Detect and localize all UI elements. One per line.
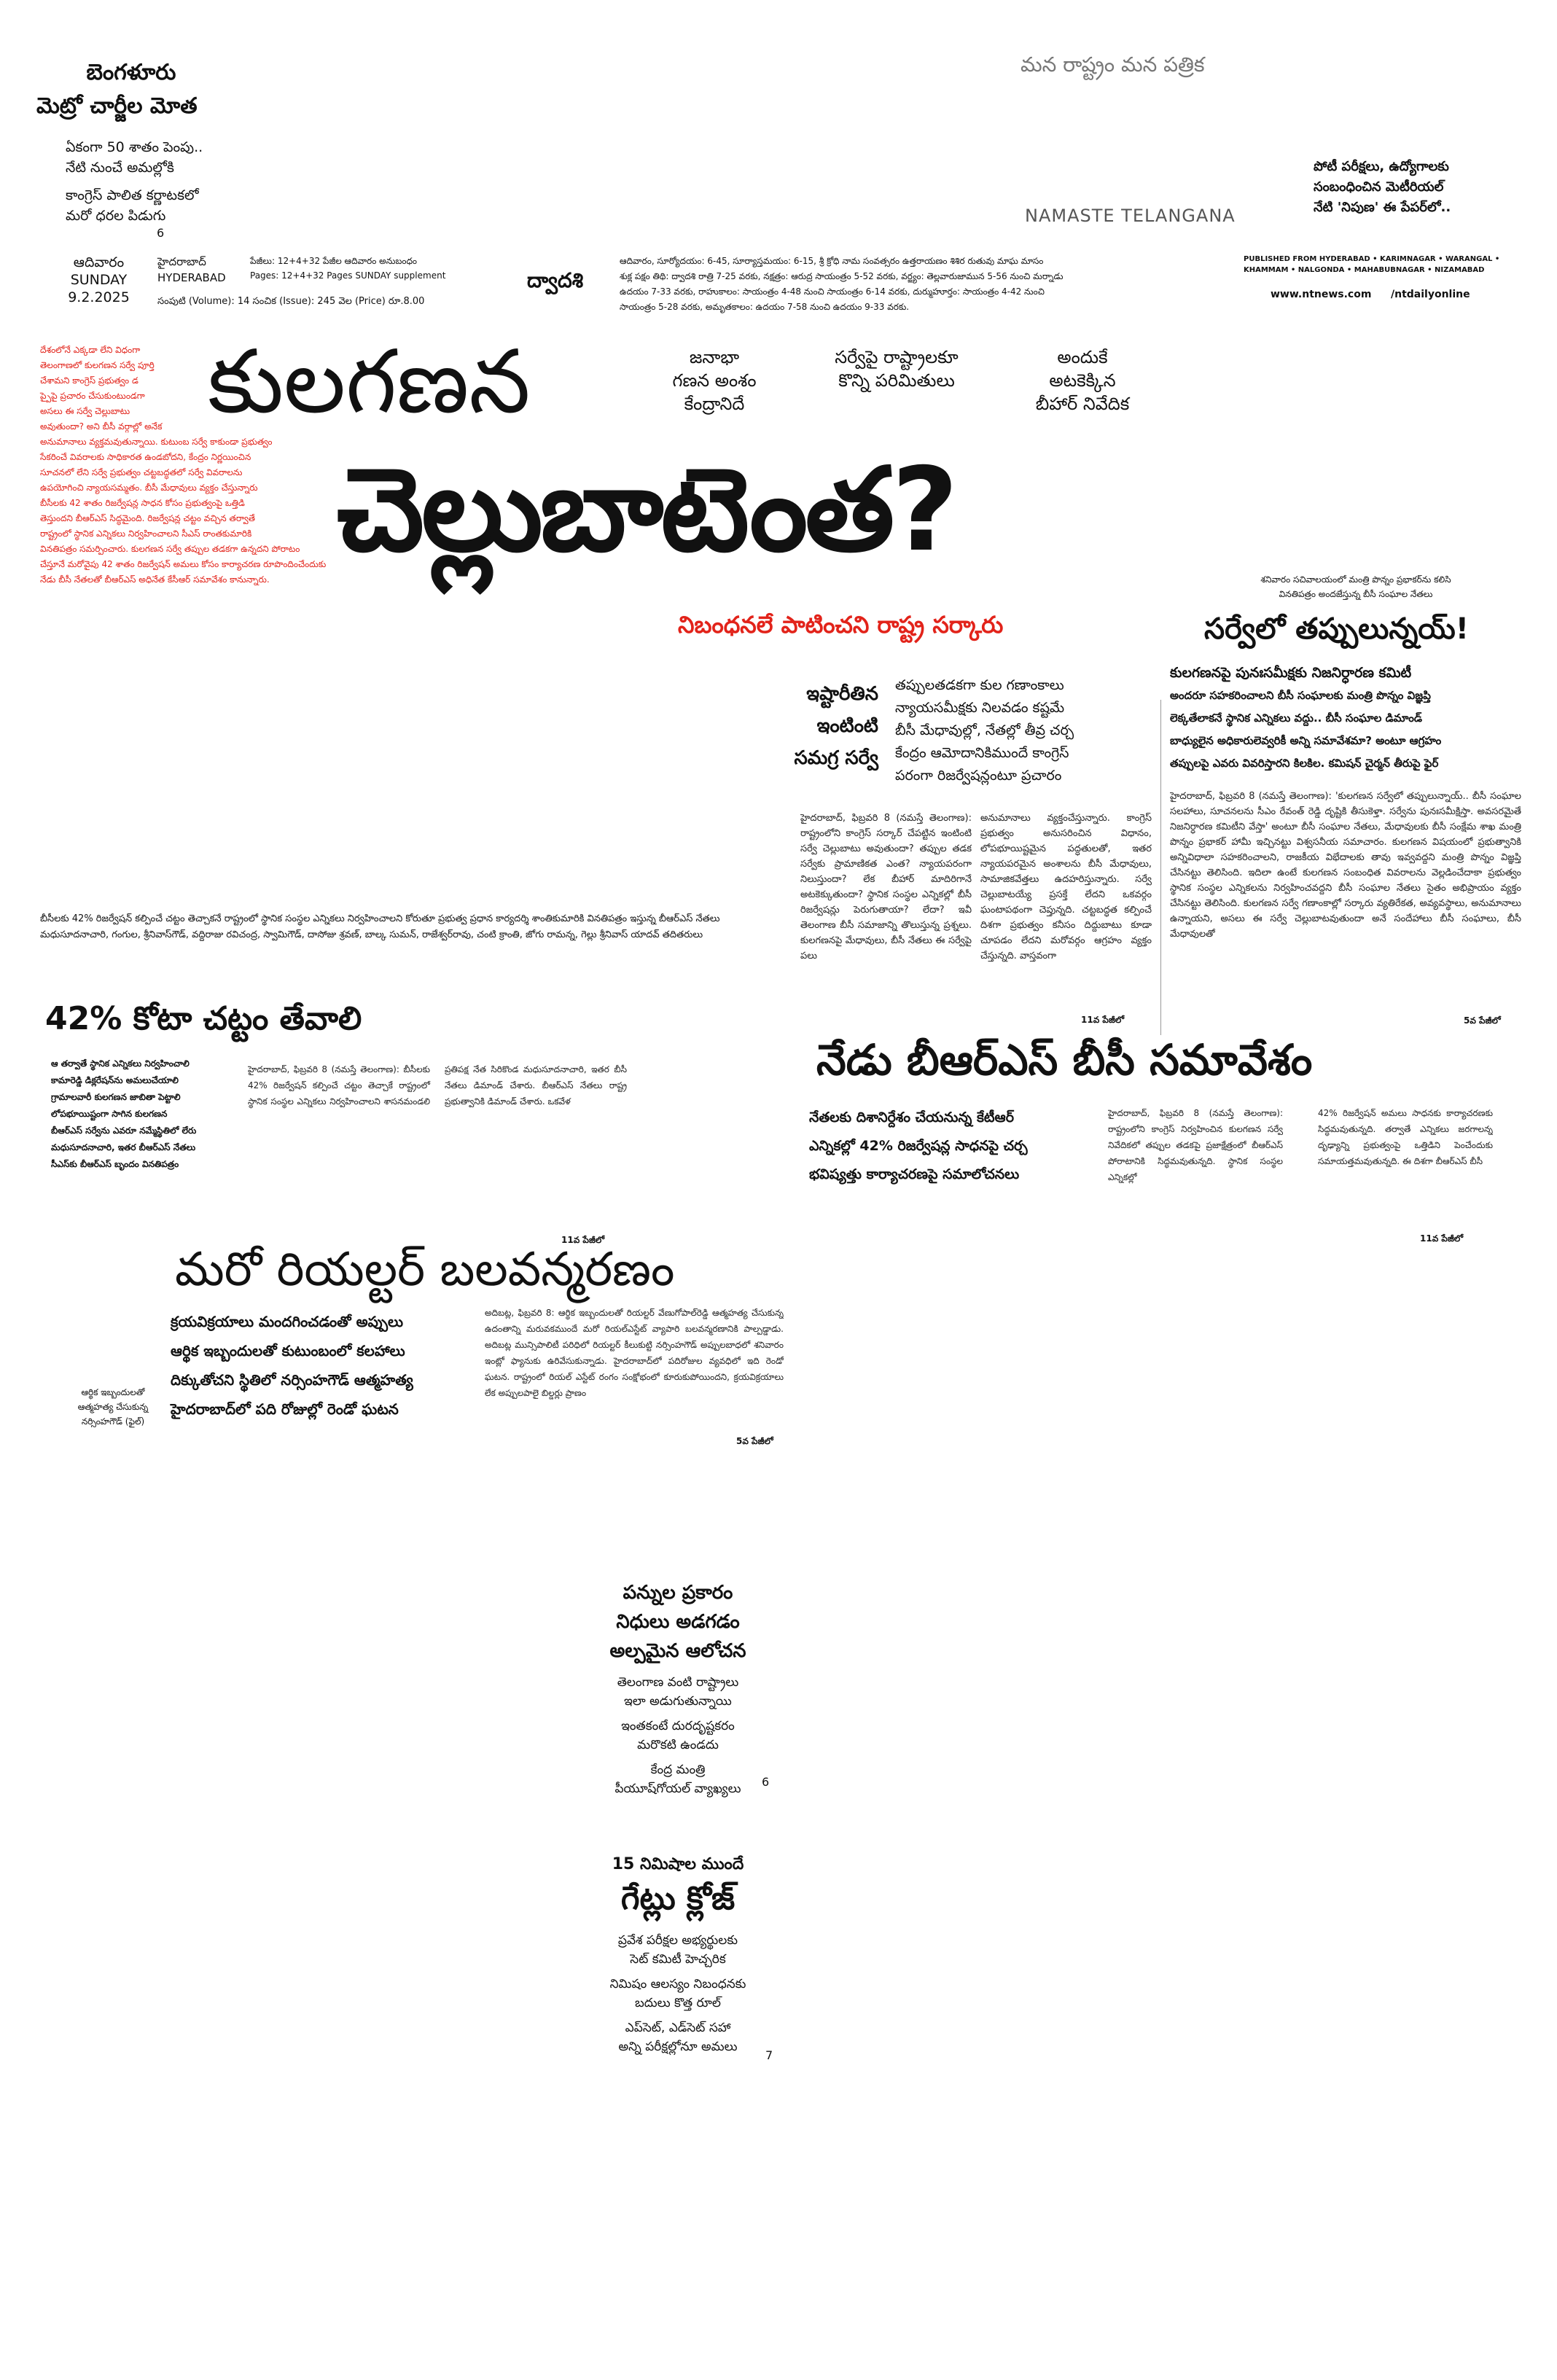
lead-point: అటకెక్కిన <box>1049 370 1116 391</box>
lead-point: అందుకే <box>1057 347 1108 367</box>
survey-point: తప్పులతడకగా కుల గణాంకాలు <box>895 677 1064 693</box>
volume-info: సంపుటి (Volume): 14 సంచిక (Issue): 245 వెల (Price) రూ.8.00 <box>157 296 425 307</box>
intro-line: వినతిపత్రం సమర్పించారు. కులగణన సర్వే తప్పుల తడకగా ఉన్నదని పోరాటం <box>40 544 300 554</box>
intro-line: దేశంలోనే ఎక్కడా లేని విధంగా <box>40 345 141 355</box>
intro-line: సేకరించే వివరాలకు సాధికారత ఉండబోదని, కేంద్రం నిర్ణయించిన <box>40 452 251 462</box>
gates-line: అన్ని పరీక్షల్లోనూ అమలు <box>618 2040 738 2054</box>
brs-body-col2: 42% రిజర్వేషన్‌ అమలు సాధనకు కార్యాచరణకు సిద్ధమవుతున్నది. తర్వాతే ఎన్నికలు జరగాలన్న దృఢ్యాన్ని ప్రభుత్వంపై ఒత్తిడిని పెంచేందుకు సమాయత్తమవుతున్నది. ఈ దిశగా బీఆర్‌ఎస్‌ బీసీ <box>1318 1108 1493 1166</box>
brs-sub: ఎన్నికల్లో 42% రిజర్వేషన్ల సాధనపై చర్చ <box>809 1138 1028 1154</box>
realtor-caption: ఆర్థిక ఇబ్బందులతో <box>81 1387 145 1397</box>
intro-line: సూచనలో లేని సర్వే ప్రభుత్వం చట్టబద్ధతలో సర్వే వివరాలను <box>40 467 243 477</box>
promo-line: పోటీ పరీక్షలు, ఉద్యోగాలకు <box>1314 159 1449 174</box>
quota-body: హైదరాబాద్‌, ఫిబ్రవరి 8 (నమస్తే తెలంగాణ): బీసీలకు 42% రిజర్వేషన్‌ కల్పించే చట్టం తెచ్చాకే రాష్ట్రంలో స్థానిక సంస్థల ఎన్నికలు నిర్వహించాలని శాసనమండలి ప్రతిపక్ష నేత సిరికొండ మధుసూదనాచారి, ఇతర బీసీ నేతలు డిమాండ్‌ చేశారు. బీఆర్‌ఎస్‌ నేతలు రాష్ట్ర ప్రభుత్వానికి డిమాండ్‌ చేశారు. ఒకవేళ <box>248 1064 627 1107</box>
survey-sub: తప్పులపై ఎవరు వివరిస్తారని కిలకిల. కమిషన్‌ చైర్మన్‌ తీరుపై ఫైర్‌ <box>1170 757 1439 770</box>
intro-line: రాష్ట్రంలో స్థానిక ఎన్నికలు నిర్వహించాలని సీఎస్‌ రాంతకుమారికి <box>40 528 252 539</box>
panchang-line: ఉదయం 7-33 వరకు, రాహుకాలం: సాయంత్రం 4-48 నుంచి సాయంత్రం 6-14 వరకు, దుర్ముహూర్తం: సాయంత్రం 4-42 నుంచి <box>620 286 1045 297</box>
promo-line: నేటి 'నిపుణ' ఈ పేపర్‌లో.. <box>1314 200 1451 215</box>
tax-title: పన్నుల ప్రకారం <box>623 1582 733 1604</box>
quota-headline[interactable]: 42% కోటా చట్టం తేవాలి <box>45 1000 362 1037</box>
intro-line: చేస్తూనే మరోవైపు 42 శాతం రిజర్వేషన్‌ అమలు కోసం కార్యాచరణ రూపొందించేందుకు <box>40 559 327 569</box>
intro-line: బీసీలకు 42 శాతం రిజర్వేషన్ల సాధన కోసం ప్రభుత్వంపై ఒత్తిడి <box>40 498 245 508</box>
panchang-line: శుక్ల పక్షం తిథి: ద్వాదశి రాత్రి 7-25 వరకు, నక్షత్రం: ఆరుద్ర సాయంత్రం 5-52 వరకు, వర్జ్యం: తెల్లవారుజామున 5-56 నుంచి మర్నాడు <box>620 271 1064 281</box>
tax-line: పీయూష్‌గోయల్‌ వ్యాఖ్యలు <box>614 1782 741 1796</box>
gates-title: గేట్లు క్లోజ్‌ <box>620 1880 735 1917</box>
realtor-headline[interactable]: మరో రియల్టర్‌ బలవన్మరణం <box>175 1243 675 1297</box>
gates-line: బదులు కొత్త రూల్‌ <box>635 1996 721 2010</box>
quota-sub: సీఎస్‌కు బీఆర్‌ఎస్‌ బృందం వినతిపత్రం <box>51 1159 179 1169</box>
tax-teaser[interactable] <box>583 1578 773 1798</box>
page-ref: 7 <box>765 2048 773 2062</box>
teaser-line: కాంగ్రెస్‌ పాలిత కర్ణాటకలో <box>66 187 199 203</box>
gates-kicker: 15 నిమిషాల ముందే <box>612 1855 744 1873</box>
intro-line: నేడు బీసీ నేతలతో బీఆర్‌ఎస్‌ అధినేత కేసీఆర్‌ సమావేశం కానున్నారు. <box>40 574 270 585</box>
tithi: ద్వాదశి <box>527 268 584 292</box>
survey-point: పరంగా రిజర్వేషన్లంటూ ప్రచారం <box>895 768 1062 784</box>
top-left-teaser[interactable] <box>36 60 226 240</box>
quota-sub: కామారెడ్డి డిక్లరేషన్‌ను అమలుచేయాలి <box>51 1075 179 1085</box>
realtor-body: అదిబట్ల, ఫిబ్రవరి 8: ఆర్థిక ఇబ్బందులతో రియల్టర్‌ వేణుగోపాల్‌రెడ్డి ఆత్మహత్య చేసుకున్న ఉదంతాన్ని మరువకముందే మరో రియల్‌ఎస్టేట్‌ వ్యాపారి బలవన్మరణానికి పాల్పడ్డాడు. అదిబట్ల మున్సిపాలిటీ పరిధిలో రియల్టర్‌ కీలుకుట్టి నర్సింహగౌడ్‌ అప్పులబాధలో శనివారం ఇంట్లో ఫ్యానుకు ఉరివేసుకున్నాడు. హైదరాబాద్‌లో పదిరోజుల వ్యవధిలో ఇది రెండో ఘటన. రాష్ట్రంలో రియల్‌ ఎస్టేట్‌ రంగం సంక్షోభంలో కూరుకుపోయిందని, క్రయవిక్రయాలు లేక అప్పులపాలై బిల్డర్లు ప్రాణం <box>485 1308 784 1398</box>
quota-sub: మధుసూదనాచారి, ఇతర బీఆర్‌ఎస్‌ నేతలు <box>51 1142 196 1152</box>
panchang-line: ఆదివారం, సూర్యోదయం: 6-45, సూర్యాస్తమయం: 6-15, శ్రీ క్రోధి నామ సంవత్సరం ఉత్తరాయణం శిశిర రుతువు మాఘ మాసం <box>620 256 1044 266</box>
brs-sub: నేతలకు దిశానిర్దేశం చేయనున్న కేటీఆర్‌ <box>809 1109 1014 1125</box>
quota-sub: గ్రామాలవారీ కులగణన జాబితా పెట్టాలి <box>51 1092 181 1102</box>
lead-point: కొన్ని పరిమితులు <box>838 370 955 391</box>
quota-sub: లోపభూయిష్టంగా సాగిన కులగణన <box>51 1109 168 1119</box>
tax-line: కేంద్ర మంత్రి <box>650 1763 706 1777</box>
city-en: HYDERABAD <box>157 271 226 284</box>
survey-point: బీసీ మేధావుల్లో, నేతల్లో తీవ్ర చర్చ <box>895 722 1074 738</box>
published-from: PUBLISHED FROM HYDERABAD • KARIMNAGAR • WARANGAL • KHAMMAM • NALGONDA • MAHABUBNAGAR • NIZAMABAD <box>1244 255 1500 274</box>
brs-body-col1: హైదరాబాద్‌, ఫిబ్రవరి 8 (నమస్తే తెలంగాణ): రాష్ట్రంలోని కాంగ్రెస్‌ నిర్వహించిన కులగణన సర్వే నివేదికలో తప్పుల తడకపై ప్రజాక్షేత్రంలో బీఆర్‌ఎస్‌ పోరాటానికి సిద్ధమవుతున్నది. స్థానిక సంస్థల ఎన్నికల్లో <box>1108 1108 1283 1182</box>
survey-continue[interactable]: 5వ పేజీలో <box>1464 1015 1501 1026</box>
survey-body: హైదరాబాద్‌, ఫిబ్రవరి 8 (నమస్తే తెలంగాణ): 'కులగణన సర్వేలో తప్పులున్నాయ్‌.. బీసీ సంఘాల సలహాలు, సూచనలను సీఎం రేవంత్‌ రెడ్డి దృష్టికి తీసుకెళ్తా. సర్వేను పునఃసమీక్షిస్తా. అవసరమైతే నిజనిర్ధారణ కమిటీని వేస్తా' అంటూ బీసీ సంఘాల నేతలు, మేధావులకు బీసీ సంక్షేమ శాఖ మంత్రి పొన్నం ప్రభాకర్‌ హామీ ఇచ్చినట్టు విశ్వసనీయ సమాచారం. కులగణన విషయంలో ప్రభుత్వానికి అన్నివిధాలా సహకరించాలని, రాజకీయ విభేదాలకు తావు ఇవ్వవద్దని మంత్రి పొన్నం విజ్ఞప్తి చేసినట్టు తెలిసింది. ఇదిలా ఉంటే కులగణన సంబంధిత వివరాలను వెల్లడించేదాకా ప్రభుత్వం స్థానిక సంస్థల ఎన్నికలను నిర్వహించవద్దని బీసీ సంఘాల నేతలు సైతం అభిప్రాయం వ్యక్తం చేసినట్టు తెలిసింది. కులగణన సర్వే గణాంకాల్లో సర్కారు వ్యతిరేకత, అవ్యవస్థాలు, అనుమానాలు ఉన్నాయని, అసలు ఈ సర్వే చెల్లుబాటవుతుందా అనే సందేహాలు బీసీ సంఘాలు, బీసీ మేధావులతో <box>1170 791 1521 940</box>
brs-headline[interactable]: నేడు బీఆర్‌ఎస్‌ బీసీ సమావేశం <box>816 1035 1313 1085</box>
quota-sub: బీఆర్‌ఎస్‌ సర్వేను ఎవరూ నమ్మేస్థితిలో లేరు <box>51 1125 197 1136</box>
lead-body-col1: హైదరాబాద్‌, ఫిబ్రవరి 8 (నమస్తే తెలంగాణ): రాష్ట్రంలోని కాంగ్రెస్‌ సర్కార్‌ చేపట్టిన ఇంటింటి సర్వే చెల్లుబాటు అవుతుందా? తప్పుల తడక సర్వేకు ప్రామాణికత ఎంత? న్యాయపరంగా నిలుస్తుందా? లేక బీహార్‌ మాదిరిగానే అటకెక్కుతుందా? స్థానిక సంస్థల ఎన్నికల్లో బీసీ రిజర్వేషన్లు పెరుగుతాయా? లేదా? ఇవీ తెలంగాణ బీసీ సమాజాన్ని తొలుస్తున్న ప్రశ్నలు. కులగణనపై మేధావులు, బీసీ నేతలు ఈ సర్వేపై పలు <box>800 813 972 961</box>
lead-point: జనాభా <box>689 347 740 367</box>
city-te: హైదరాబాద్‌ <box>157 255 206 268</box>
pages-en: Pages: 12+4+32 Pages SUNDAY supplement <box>250 270 446 281</box>
gates-teaser[interactable] <box>580 1855 776 2062</box>
realtor-sub: దిక్కుతోచని స్థితిలో నర్సింహగౌడ్‌ ఆత్మహత్య <box>171 1371 413 1389</box>
survey-sub: లెక్కతేలాకనే స్థానిక ఎన్నికలు వద్దు.. బీసీ సంఘాల డిమాండ్‌ <box>1170 711 1422 725</box>
lead-subheadline: నిబంధనలే పాటించని రాష్ట్ర సర్కారు <box>678 611 1004 639</box>
social-handle[interactable]: /ntdailyonline <box>1391 289 1470 300</box>
brs-sub: భవిష్యత్తు కార్యాచరణపై సమాలోచనలు <box>809 1166 1020 1182</box>
tax-line: ఇలా అడుగుతున్నాయి <box>624 1694 732 1709</box>
pages-te: పేజీలు: 12+4+32 పేజీల ఆదివారం అనుబంధం <box>250 256 418 266</box>
teaser-line: ఏకంగా 50 శాతం పెంపు.. <box>66 139 203 155</box>
lead-kicker: కులగణన <box>208 332 531 433</box>
realtor-sub: హైదరాబాద్‌లో పది రోజుల్లో రెండో ఘటన <box>171 1400 399 1418</box>
panchang-line: సాయంత్రం 5-28 వరకు, అమృతకాలం: ఉదయం 7-58 నుంచి ఉదయం 9-33 వరకు. <box>620 302 910 312</box>
quota-intro: బీసీలకు 42% రిజర్వేషన్‌ కల్పించే చట్టం తెచ్చాకనే రాష్ట్రంలో స్థానిక సంస్థల ఎన్నికలు నిర్వహించాలని కోరుతూ ప్రభుత్వ ప్రధాన కార్యదర్శి శాంతికుమారికి వినతిపత్రం ఇస్తున్న బీఆర్‌ఎస్‌ నేతలు మధుసూదనాచారి, గంగుల, శ్రీనివాస్‌గౌడ్‌, వద్దిరాజు రవిచంద్ర, స్వామిగౌడ్‌, దాసోజు శ్రవణ్‌, బాల్క సుమన్‌, రాజేశ్వర్‌రావు, చంటి క్రాంతి, జోగు రామన్న, గెల్లు శ్రీనివాస్‌ యాదవ్‌ తదితరులు <box>40 913 720 940</box>
intro-line: తెలంగాణలో కులగణన సర్వే పూర్తి <box>40 360 155 370</box>
realtor-continue[interactable]: 5వ పేజీలో <box>736 1436 773 1446</box>
survey-headline[interactable]: సర్వేలో తప్పులున్నయ్‌! <box>1204 612 1469 646</box>
teaser-line: నేటి నుంచే అమల్లోకి <box>66 160 174 176</box>
teaser-line: మరో ధరల పిడుగు <box>66 208 166 224</box>
gates-line: ప్రవేశ పరీక్షల అభ్యర్థులకు <box>617 1933 738 1948</box>
tax-title: నిధులు అడగడం <box>616 1611 740 1633</box>
lead-point: కేంద్రానిదే <box>684 394 745 414</box>
tax-line: ఇంతకంటే దురదృష్టకరం <box>621 1719 735 1733</box>
masthead: NAMASTE TELANGANA <box>1025 206 1236 226</box>
tagline: మన రాష్ట్రం మన పత్రిక <box>1021 52 1205 77</box>
lead-headline[interactable]: చెల్లుబాటెంత? <box>337 443 956 577</box>
gates-line: నిమిషం ఆలస్యం నిబంధనకు <box>609 1977 746 1991</box>
survey-label: సమగ్ర సర్వే <box>794 747 878 769</box>
quota-sub: ఆ తర్వాతే స్థానిక ఎన్నికలు నిర్వహించాలి <box>51 1058 190 1069</box>
intro-line: ఉపయోగించి న్యాయసమ్మతం. బీసీ మేధావులు వ్యక్తం చేస్తున్నారు <box>40 483 258 493</box>
tax-line: మరొకటి ఉండదు <box>637 1738 719 1752</box>
page-ref: 6 <box>157 226 165 240</box>
gates-line: సెట్‌ కమిటీ హెచ్చరిక <box>630 1952 726 1967</box>
survey-point: న్యాయసమీక్షకు నిలవడం కష్టమే <box>895 700 1065 716</box>
day-te: ఆదివారం <box>73 254 125 270</box>
lead-point: సర్వేపై రాష్ట్రాలకూ <box>835 347 959 367</box>
tax-line: తెలంగాణ వంటి రాష్ట్రాలు <box>617 1675 739 1690</box>
lead-point: గణన అంశం <box>672 370 757 391</box>
website-link[interactable]: www.ntnews.com <box>1271 289 1372 300</box>
lead-point: బీహార్‌ నివేదిక <box>1035 394 1130 414</box>
realtor-sub: క్రయవిక్రయాలు మందగించడంతో అప్పులు <box>171 1313 404 1330</box>
intro-line: చేశామని కాంగ్రెస్‌ ప్రభుత్వం డ <box>40 375 138 386</box>
intro-line: ప్పైపై ప్రచారం చేసుకుంటుండగా <box>40 391 145 401</box>
survey-label: ఇంటింటి <box>816 715 878 737</box>
quota-continue[interactable]: 11వ పేజీలో <box>561 1235 605 1245</box>
survey-sub: కులగణనపై పునఃసమీక్షకు నిజనిర్ధారణ కమిటీ <box>1170 665 1412 681</box>
dateline <box>64 254 1522 316</box>
lead-continue[interactable]: 11వ పేజీలో <box>1081 1015 1125 1025</box>
tax-title: అల్పమైన ఆలోచన <box>609 1640 746 1662</box>
intro-line: తెస్తుందని బీఆర్‌ఎస్‌ సిద్ధమైంది. రిజర్వేషన్ల చట్టం వచ్చిన తర్వాతే <box>40 513 255 523</box>
brs-continue[interactable]: 11వ పేజీలో <box>1420 1233 1464 1244</box>
intro-line: అసలు ఈ సర్వే చెల్లుబాటు <box>40 406 130 416</box>
teaser-title-2: మెట్రో చార్జీల మోత <box>36 93 198 119</box>
photo-caption: శనివారం సచివాలయంలో మంత్రి పొన్నం ప్రభాకర్‌ను కలిసి <box>1260 574 1451 585</box>
intro-line: అవుతుందా? అని బీసీ వర్గాల్లో అనేక <box>40 421 163 432</box>
photo-caption: వినతిపత్రం అందజేస్తున్న బీసీ సంఘాల నేతలు <box>1279 589 1433 599</box>
realtor-caption: ఆత్మహత్య చేసుకున్న <box>77 1402 149 1412</box>
gates-line: ఎప్‌సెట్‌, ఎడ్‌సెట్‌ సహా <box>625 2021 731 2035</box>
realtor-caption: నర్సింహగౌడ్‌ (ఫైల్‌) <box>81 1416 145 1427</box>
survey-sub: బాధ్యులైన అధికారులెవ్వరికీ అన్ని సమావేశమా? అంటూ ఆగ్రహం <box>1170 734 1442 747</box>
realtor-sub: ఆర్థిక ఇబ్బందులతో కుటుంబంలో కలహాలు <box>171 1342 405 1359</box>
day-en: SUNDAY <box>70 272 128 288</box>
survey-sub: అందరూ సహకరించాలని బీసీ సంఘాలకు మంత్రి పొన్నం విజ్ఞప్తి <box>1170 689 1431 702</box>
teaser-title: బెంగళూరు <box>86 60 176 85</box>
intro-line: అనుమానాలు వ్యక్తమవుతున్నాయి. కుటుంబ సర్వే కాకుండా ప్రభుత్వం <box>40 437 273 447</box>
survey-point: కేంద్రం ఆమోదానికిముందే కాంగ్రెస్‌ <box>895 745 1069 761</box>
survey-label: ఇష్టారీతిన <box>806 683 878 705</box>
nipuna-promo[interactable] <box>1314 157 1510 218</box>
promo-line: సంబంధించిన మెటీరియల్‌ <box>1314 179 1444 195</box>
lead-body-col2: అనుమానాలు వ్యక్తంచేస్తున్నారు. కాంగ్రెస్‌ ప్రభుత్వం అనుసరించిన విధానం, లోపభూయిష్టమైన పద్ధతులతో, ఇతర న్యాయపరమైన అంశాలను బీసీ మేధావులు, సామాజికవేత్తలు ఉదహరిస్తున్నారు. సర్వే చెల్లుబాటయ్యే ప్రసక్తే లేదని ఒకవర్గం ఘంటాపథంగా చెప్తున్నది. చట్టబద్ధత కల్పించే దిశగా ప్రభుత్వం కనీసం దిద్దుబాటు కూడా చూపడం లేదని మరోవర్గం ఆగ్రహం వ్యక్తం చేస్తున్నది. వాస్తవంగా <box>980 813 1152 961</box>
page-ref: 6 <box>762 1775 770 1789</box>
date: 9.2.2025 <box>68 289 130 305</box>
